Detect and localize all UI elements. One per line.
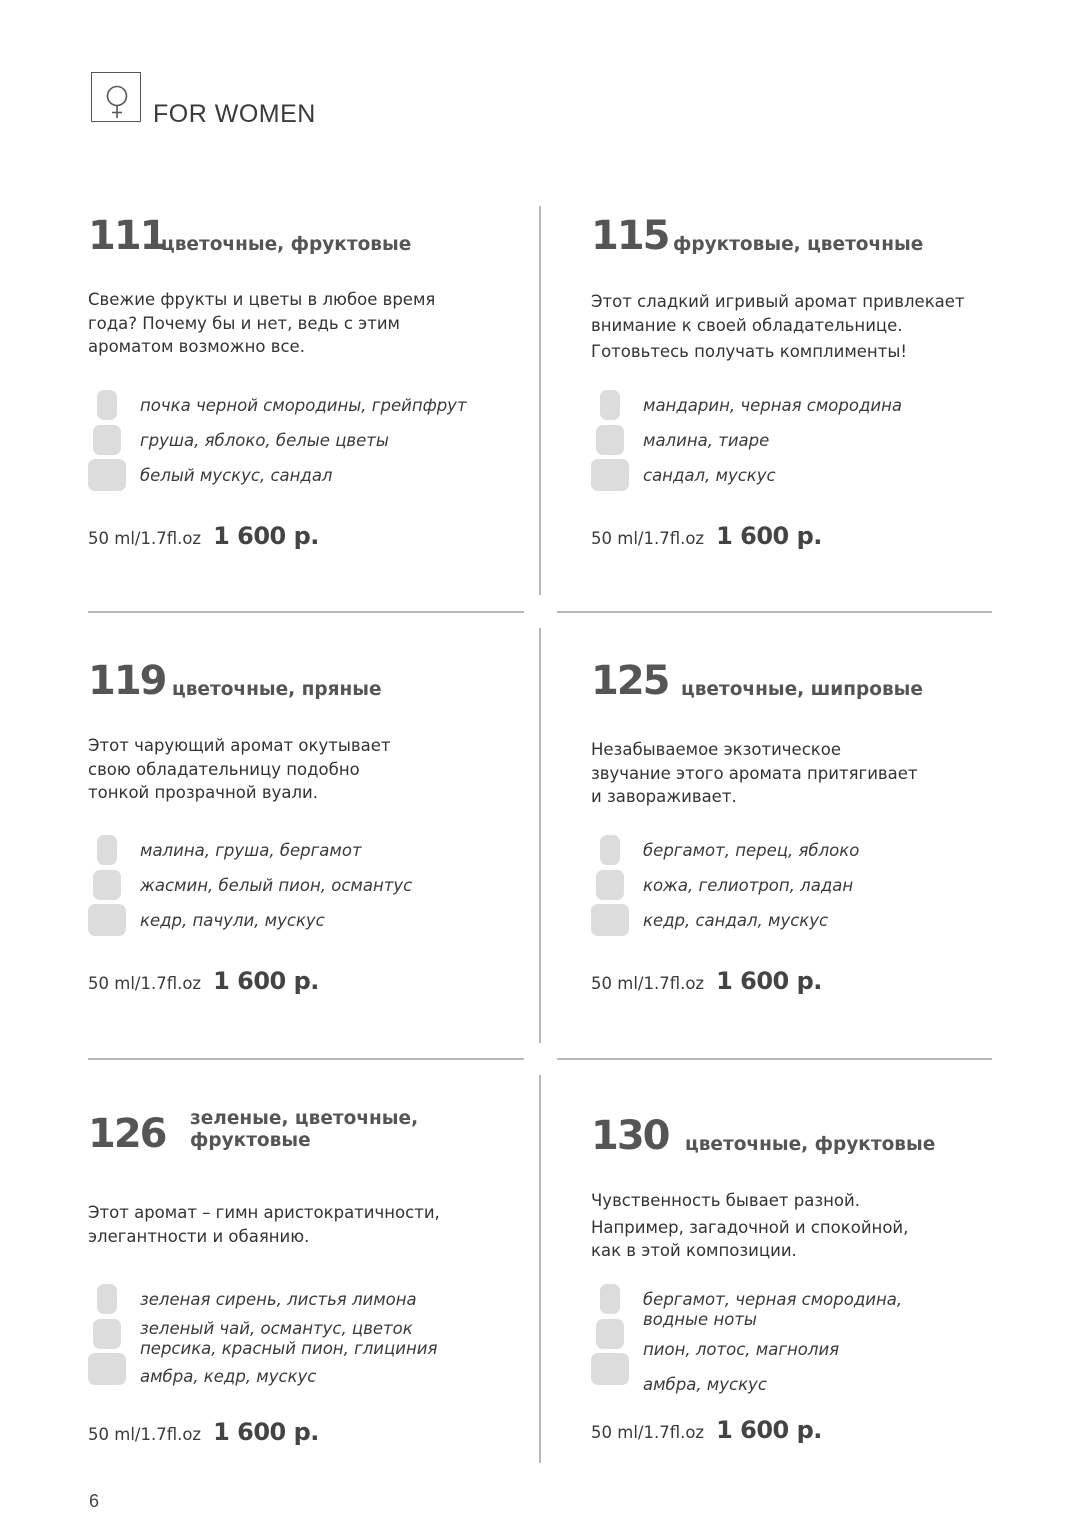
notes-pyramid-icon [88, 835, 143, 940]
price: 1 600 р. [716, 522, 822, 550]
product-card [591, 659, 1031, 1059]
base-notes: кедр, сандал, мускус [643, 911, 829, 930]
notes-pyramid-icon [88, 1284, 143, 1389]
volume: 50 ml/1.7fl.oz [591, 974, 705, 993]
product-card [88, 214, 528, 614]
heart-notes: зеленый чай, османтус, цветок персика, красный пион, глициния [140, 1319, 438, 1358]
price: 1 600 р. [213, 522, 319, 550]
product-number: 119 [88, 658, 166, 704]
notes-pyramid-icon [591, 835, 646, 940]
volume: 50 ml/1.7fl.oz [88, 1425, 202, 1444]
fragrance-family: цветочные, пряные [172, 679, 382, 700]
base-notes: белый мускус, сандал [140, 466, 333, 485]
product-number: 125 [591, 658, 669, 704]
top-notes: бергамот, черная смородина, водные ноты [643, 1290, 903, 1329]
price: 1 600 р. [716, 1416, 822, 1444]
page-title: FOR WOMEN [153, 100, 316, 128]
product-number: 111 [88, 213, 166, 259]
notes-pyramid-icon [88, 390, 143, 495]
top-notes: мандарин, черная смородина [643, 396, 902, 415]
card-header [591, 214, 1031, 258]
base-notes: кедр, пачули, мускус [140, 911, 325, 930]
product-number: 130 [591, 1113, 669, 1159]
card-header [88, 659, 528, 703]
page-number: 6 [89, 1491, 100, 1511]
product-description: Этот сладкий игривый аромат привлекает внимание к своей обладательнице. Готовьтесь получать комплименты! [591, 292, 965, 361]
product-number: 115 [591, 213, 669, 259]
price-row [591, 967, 822, 995]
card-header [591, 1114, 1031, 1158]
fragrance-family: фруктовые, цветочные [673, 234, 924, 255]
heart-notes: малина, тиаре [643, 431, 770, 450]
volume: 50 ml/1.7fl.oz [591, 529, 705, 548]
product-card [88, 659, 528, 1059]
price-row [591, 522, 822, 550]
price: 1 600 р. [213, 967, 319, 995]
column-divider [539, 628, 541, 1043]
top-notes: зеленая сирень, листья лимона [140, 1290, 417, 1309]
card-header [591, 659, 1031, 703]
fragrance-family: зеленые, цветочные, фруктовые [190, 1108, 419, 1151]
volume: 50 ml/1.7fl.oz [591, 1423, 705, 1442]
base-notes: амбра, мускус [643, 1375, 767, 1394]
price: 1 600 р. [716, 967, 822, 995]
heart-notes: кожа, гелиотроп, ладан [643, 876, 854, 895]
product-description: Незабываемое экзотическое звучание этого аромата притягивает и завораживает. [591, 740, 918, 806]
price-row [88, 1418, 319, 1446]
volume: 50 ml/1.7fl.oz [88, 974, 202, 993]
column-divider [539, 206, 541, 595]
notes-pyramid-icon [591, 1284, 646, 1389]
price-row [591, 1416, 822, 1444]
top-notes: почка черной смородины, грейпфрут [140, 396, 467, 415]
product-number: 126 [88, 1111, 166, 1157]
card-header [88, 1108, 528, 1157]
product-card [591, 214, 1031, 614]
product-card [88, 1110, 528, 1510]
column-divider [539, 1075, 541, 1463]
notes-pyramid-icon [591, 390, 646, 495]
fragrance-family: цветочные, шипровые [681, 679, 923, 700]
female-symbol-icon [91, 72, 141, 122]
volume: 50 ml/1.7fl.oz [88, 529, 202, 548]
base-notes: сандал, мускус [643, 466, 776, 485]
heart-notes: пион, лотос, магнолия [643, 1340, 840, 1359]
product-description: Этот чарующий аромат окутывает свою обладательницу подобно тонкой прозрачной вуали. [88, 736, 391, 802]
base-notes: амбра, кедр, мускус [140, 1367, 317, 1386]
product-description: Этот аромат – гимн аристократичности, элегантности и обаянию. [88, 1203, 440, 1246]
product-description: Чувственность бывает разной. Например, загадочной и спокойной, как в этой композиции. [591, 1191, 909, 1260]
price-row [88, 522, 319, 550]
top-notes: малина, груша, бергамот [140, 841, 362, 860]
fragrance-family: цветочные, фруктовые [161, 234, 412, 255]
price-row [88, 967, 319, 995]
price: 1 600 р. [213, 1418, 319, 1446]
top-notes: бергамот, перец, яблоко [643, 841, 860, 860]
heart-notes: груша, яблоко, белые цветы [140, 431, 389, 450]
card-header [88, 214, 528, 258]
heart-notes: жасмин, белый пион, османтус [140, 876, 413, 895]
fragrance-family: цветочные, фруктовые [685, 1134, 936, 1155]
product-card [591, 1114, 1031, 1514]
product-description: Свежие фрукты и цветы в любое время года? Почему бы и нет, ведь с этим ароматом возможно все. [88, 290, 436, 356]
